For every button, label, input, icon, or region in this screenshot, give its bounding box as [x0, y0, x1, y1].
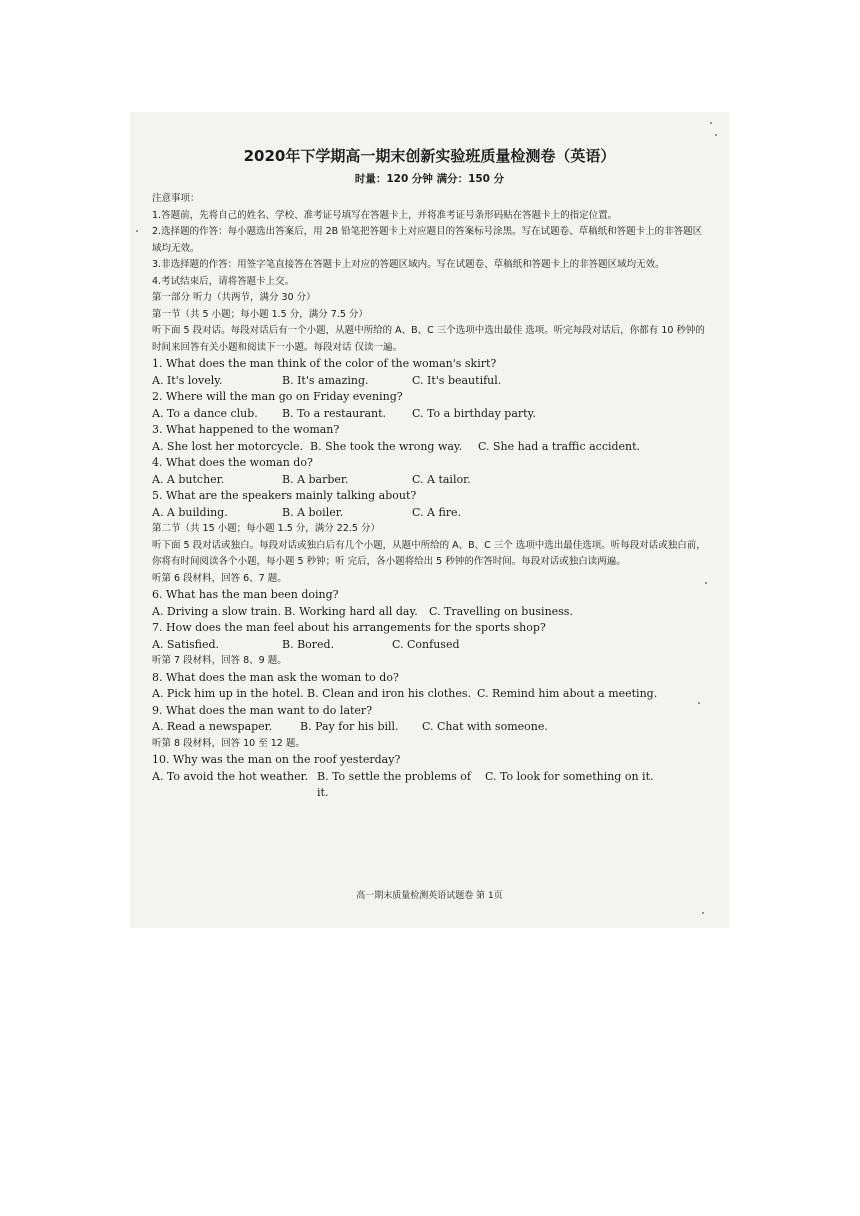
material-8-label: 听第 8 段材料，回答 10 至 12 题。: [152, 737, 305, 749]
option-c: C. It's beautiful.: [412, 373, 502, 387]
scanned-exam-page: [130, 112, 729, 928]
option-a: A. To a dance club.: [152, 406, 258, 420]
scan-speck: [715, 134, 717, 136]
question-2: 2. Where will the man go on Friday evening?: [152, 390, 403, 403]
question-1-options: [152, 373, 707, 390]
question-9-options: [152, 719, 707, 736]
option-c: C. A tailor.: [412, 472, 471, 486]
section2-heading: 第二节（共 15 小题；每小题 1.5 分，满分 22.5 分）: [152, 523, 380, 534]
option-b: B. A barber.: [282, 472, 349, 486]
option-b: B. Pay for his bill.: [300, 720, 399, 733]
note-item-2: 2.选择题的作答：每小题选出答案后，用 2B 铅笔把答题卡上对应题目的答案标号涂黑。写在试题卷、草稿纸和答题卡上的非答题区域均无效。: [152, 226, 703, 254]
option-a: A. It's lovely.: [152, 373, 223, 387]
question-4: 4. What does the woman do?: [152, 456, 313, 469]
note-item-1: 1.答题前，先将自己的姓名、学校、准考证号填写在答题卡上，并将准考证号条形码贴在答题卡上的指定位置。: [152, 209, 618, 221]
option-b: B. Bored.: [282, 637, 335, 651]
option-c: C. Remind him about a meeting.: [477, 687, 658, 700]
option-a: A. Satisfied.: [152, 637, 219, 651]
exam-title: 2020年下学期高一期末创新实验班质量检测卷（英语）: [243, 147, 616, 165]
option-b: B. She took the wrong way.: [310, 439, 463, 453]
material-7-label: 听第 7 段材料，回答 8、9 题。: [152, 655, 287, 666]
question-7-options: [152, 637, 707, 654]
option-c: C. To a birthday party.: [412, 406, 536, 420]
option-c: C. Confused: [392, 637, 460, 651]
part1-heading: 第一部分 听力（共两节，满分 30 分）: [152, 292, 316, 303]
question-8-options: [152, 686, 707, 703]
option-a: A. She lost her motorcycle.: [152, 439, 304, 453]
note-item-4: 4.考试结束后，请将答题卡上交。: [152, 275, 295, 287]
notes-heading: 注意事项：: [152, 193, 200, 204]
question-9: 9. What does the man want to do later?: [152, 703, 373, 717]
option-b: B. It's amazing.: [282, 373, 369, 387]
option-a: A. To avoid the hot weather.: [152, 769, 309, 783]
scan-speck: [702, 912, 704, 914]
scan-speck: [136, 230, 138, 232]
option-c: C. She had a traffic accident.: [478, 439, 641, 453]
scan-speck: [710, 122, 712, 124]
question-5: 5. What are the speakers mainly talking about?: [152, 489, 417, 502]
section1-instructions: 听下面 5 段对话。每段对话后有一个小题，从题中所给的 A、B、C 三个选项中选出最佳 选项。听完每段对话后，你都有 10 秒钟的时间来回答有关小题和阅读下一小题。每段对话 仅读一遍。: [152, 325, 705, 353]
option-b: B. Clean and iron his clothes.: [307, 687, 472, 700]
question-10-options: [152, 769, 707, 802]
page-footer: 高一期末质量检测英语试题卷 第 1页: [356, 891, 503, 901]
option-a: A. Pick him up in the hotel.: [152, 687, 304, 700]
option-b: B. To a restaurant.: [282, 406, 387, 420]
question-1: 1. What does the man think of the color of the woman's skirt?: [152, 357, 497, 370]
section2-instructions: 听下面 5 段对话或独白。每段对话或独白后有几个小题，从题中所给的 A、B、C 三个 选项中选出最佳选项。听每段对话或独白前，你将有时间阅读各个小题，每小题 5 秒钟；听 完后，各小题将给出 5 秒钟的作答时间。每段对话或独白读两遍。: [152, 539, 706, 567]
option-b: B. Working hard all day.: [284, 604, 418, 618]
question-6-options: [152, 604, 707, 621]
option-c: C. To look for something on it.: [485, 769, 654, 783]
question-8: 8. What does the man ask the woman to do?: [152, 670, 399, 684]
question-5-options: [152, 505, 707, 522]
question-7: 7. How does the man feel about his arrangements for the sports shop?: [152, 621, 546, 634]
question-3: 3. What happened to the woman?: [152, 423, 340, 436]
scan-speck: [698, 702, 700, 704]
question-6: 6. What has the man been doing?: [152, 588, 339, 601]
option-b: B. To settle the problems of it.: [317, 769, 471, 799]
option-a: A. Read a newspaper.: [152, 720, 273, 733]
option-c: C. Chat with someone.: [422, 720, 548, 733]
option-c: C. Travelling on business.: [429, 604, 573, 618]
option-b: B. A boiler.: [282, 505, 344, 519]
exam-time-and-score: 时量：120 分钟 满分：150 分: [354, 173, 505, 185]
section1-heading: 第一节（共 5 小题；每小题 1.5 分，满分 7.5 分）: [152, 308, 368, 320]
option-c: C. A fire.: [412, 505, 462, 519]
question-4-options: [152, 472, 707, 489]
question-2-options: [152, 406, 707, 423]
question-3-options: [152, 439, 707, 456]
scan-speck: [705, 582, 707, 584]
option-a: A. Driving a slow train.: [152, 604, 281, 618]
question-10: 10. Why was the man on the roof yesterday?: [152, 753, 401, 766]
material-6-label: 听第 6 段材料，回答 6、7 题。: [152, 572, 287, 584]
option-a: A. A building.: [152, 505, 228, 519]
option-a: A. A butcher.: [152, 472, 225, 486]
note-item-3: 3.非选择题的作答：用签字笔直接答在答题卡上对应的答题区域内。写在试题卷、草稿纸和答题卡上的非答题区域均无效。: [152, 259, 665, 270]
